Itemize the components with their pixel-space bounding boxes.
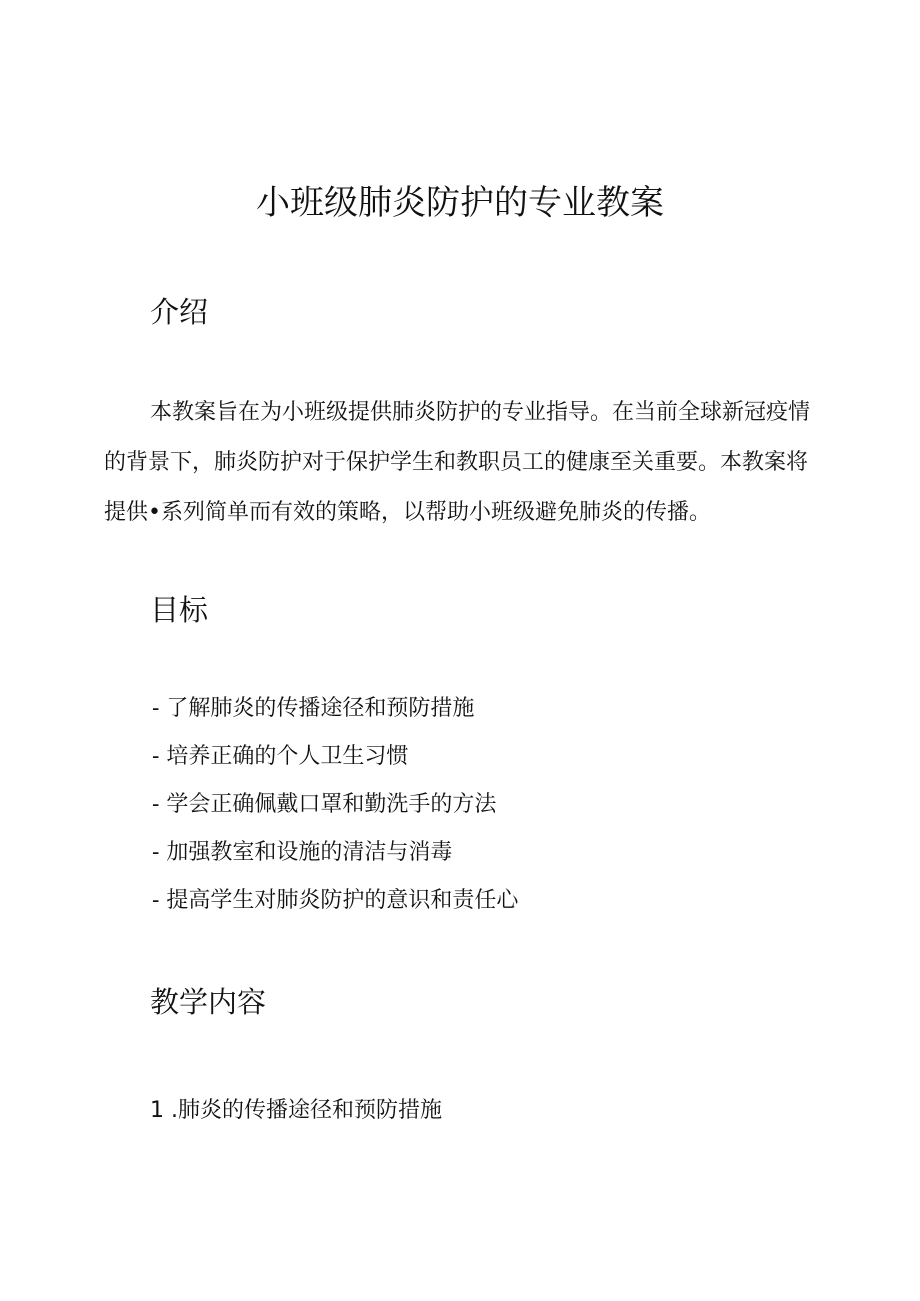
intro-paragraph: 本教案旨在为小班级提供肺炎防护的专业指导。在当前全球新冠疫情的背景下，肺炎防护对于保护学生和教职员工的健康至关重要。本教案将提供•系列简单而有效的策略，以帮助小班级避免肺炎的传播。 [104, 400, 811, 525]
content-heading: 教学内容 [150, 985, 267, 1019]
goals-heading: 目标 [150, 593, 209, 627]
list-item: - 培养正确的个人卫生习惯 [152, 744, 409, 769]
list-item: - 加强教室和设施的清洁与消毒 [152, 840, 453, 865]
intro-heading: 介绍 [150, 295, 209, 329]
content-subheading: 1 .肺炎的传播途径和预防措施 [150, 1098, 442, 1123]
list-item: - 了解肺炎的传播途径和预防措施 [152, 696, 475, 721]
goals-list [152, 685, 518, 925]
list-item: - 提高学生对肺炎防护的意识和责任心 [152, 888, 519, 913]
list-item: - 学会正确佩戴口罩和勤洗手的方法 [152, 792, 497, 817]
document-title: 小班级肺炎防护的专业教案 [256, 183, 664, 223]
